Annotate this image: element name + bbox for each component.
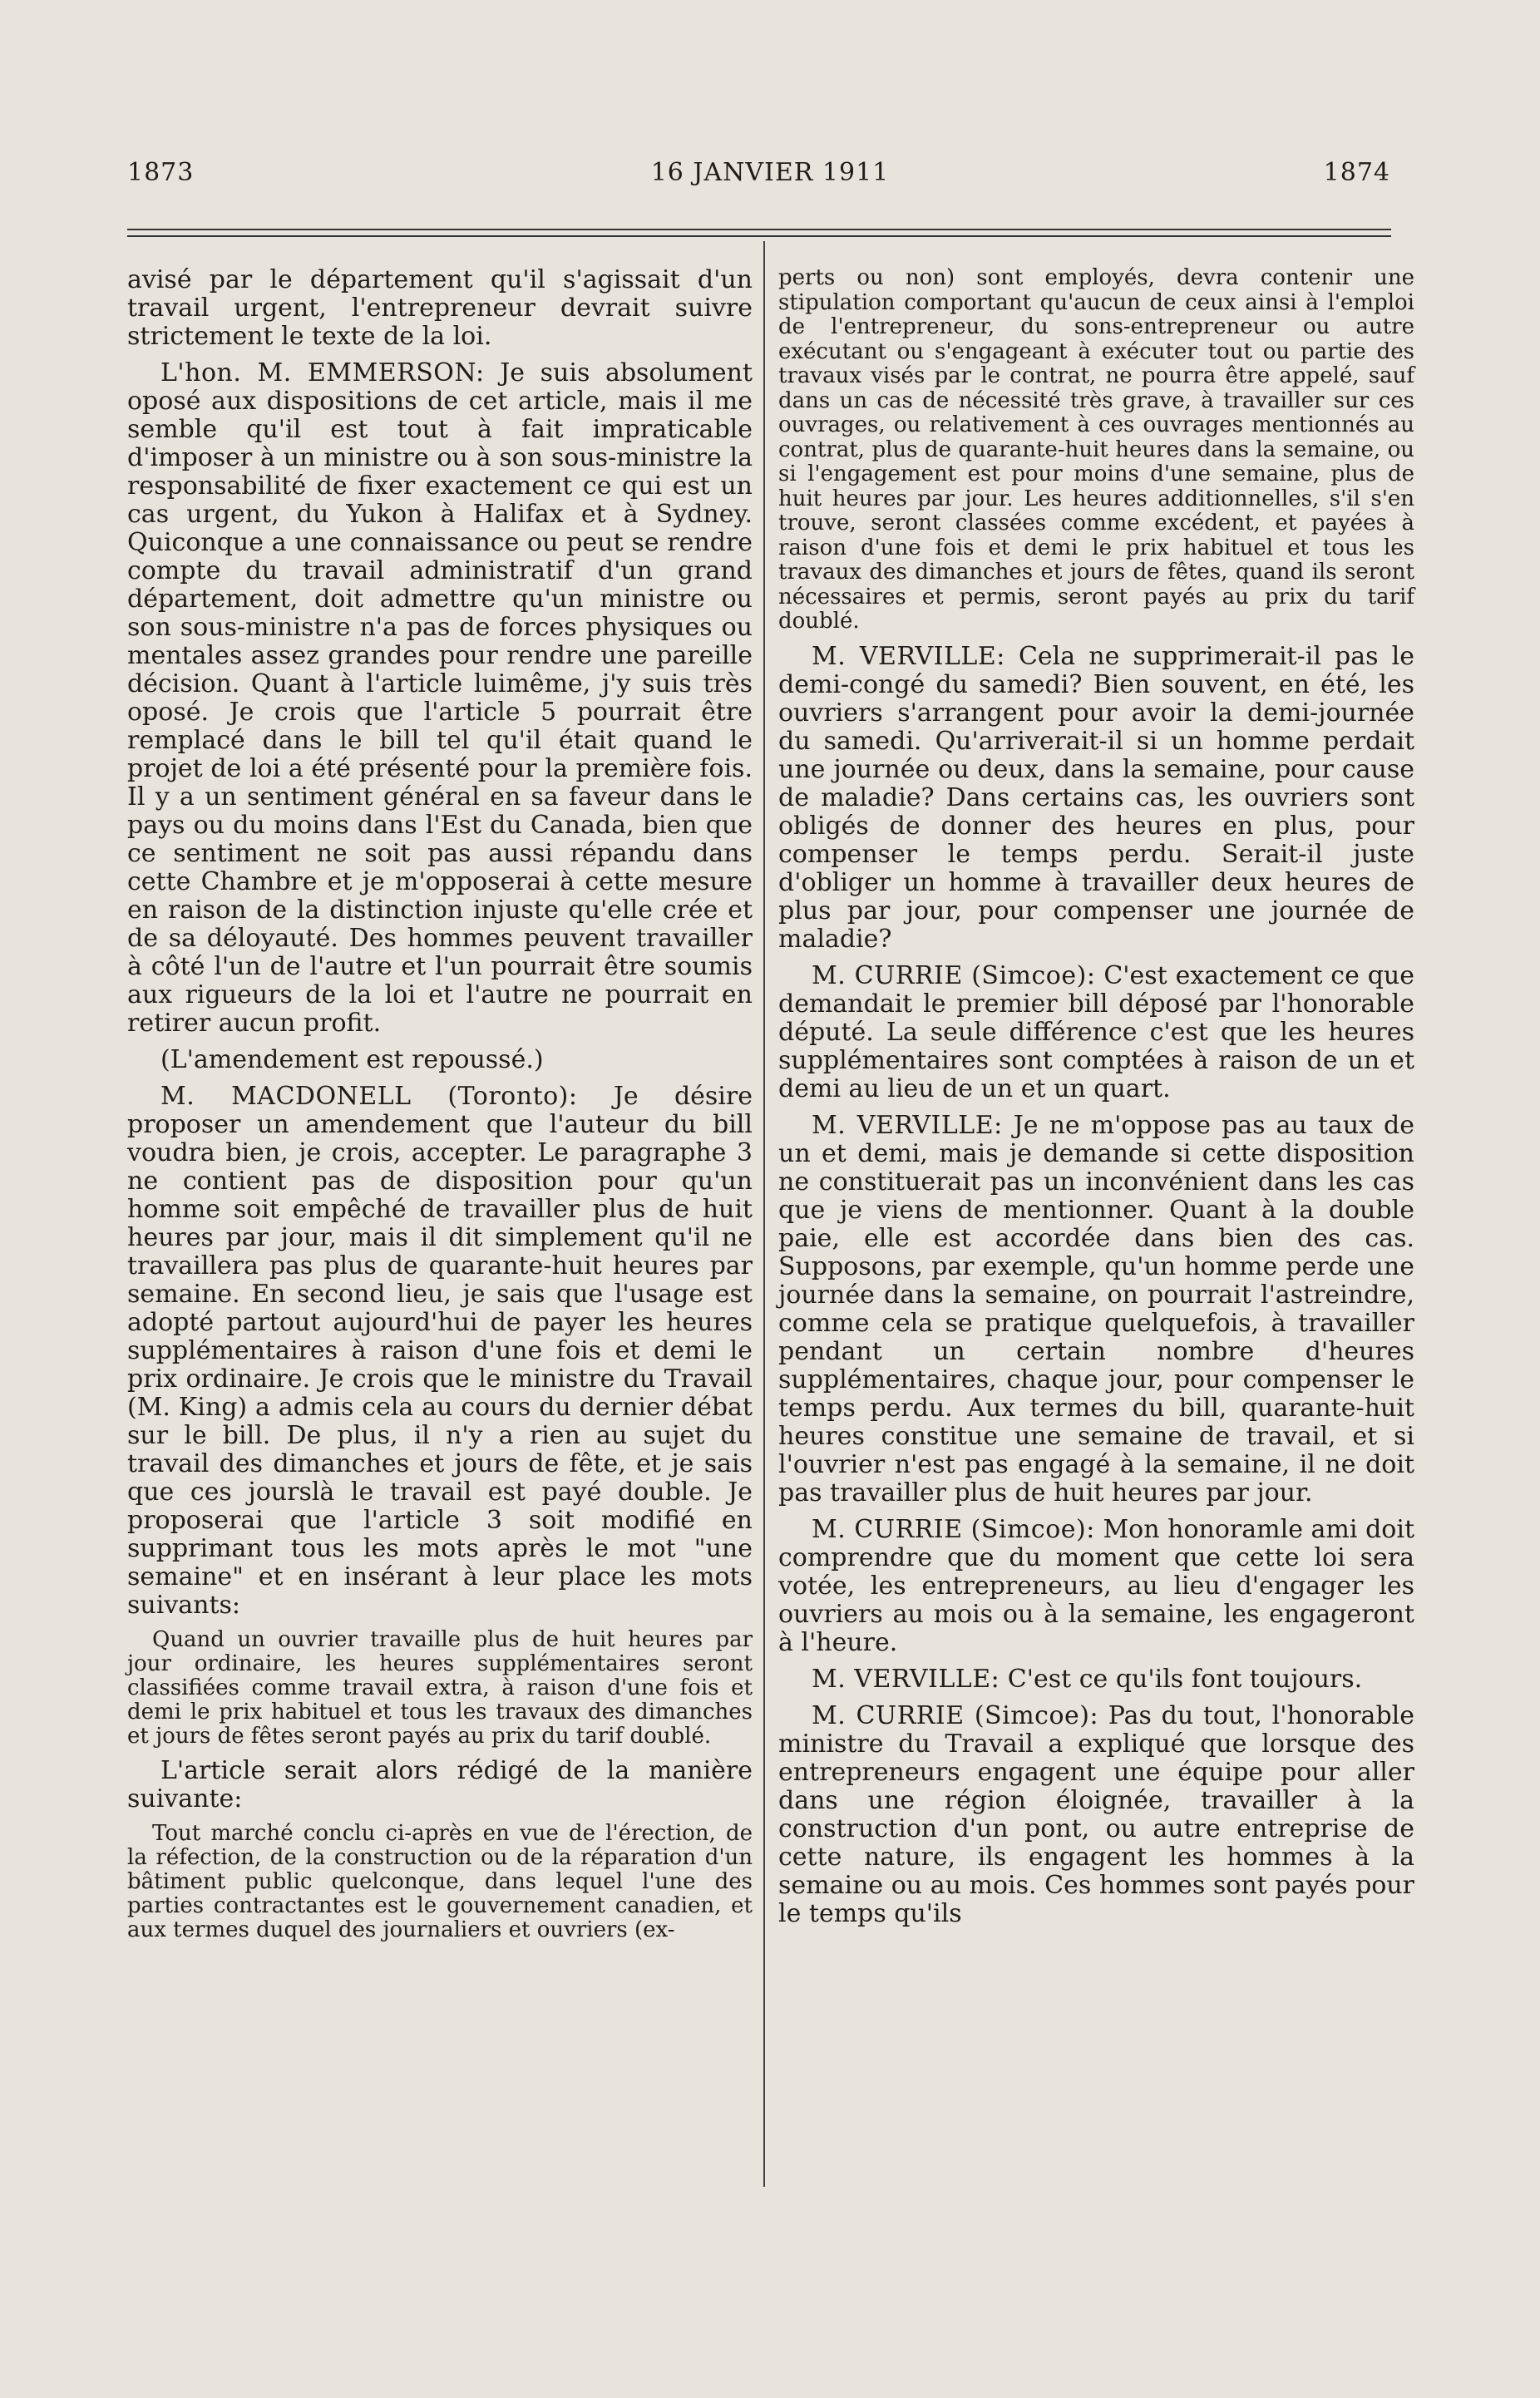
speaker-name: M. CURRIE (Simcoe): — [812, 1514, 1095, 1544]
page-number-left: 1873 — [127, 158, 195, 187]
paragraph — [127, 359, 753, 1038]
speaker-name: M. VERVILLE: — [812, 641, 1005, 671]
speech-text: C'est exactement ce que demandait le premier bill déposé par l'honorable député. La seule différence c'est que les heures supplémentaires sont comptées à raison de un et demi au lieu de un et un quart. — [778, 960, 1414, 1103]
speaker-name: M. MACDONELL (Toronto): — [160, 1082, 578, 1111]
header-rule-top — [127, 229, 1391, 230]
page-number-right: 1874 — [1323, 158, 1390, 187]
speech-text: Je ne m'oppose pas au taux de un et demi, mais je demande si cette disposition ne constituerait pas un inconvénient dans les cas que je viens de mentionner. Quant à la double paie, elle est accordée dans bien des cas. Supposons, par exemple, qu'un homme perde une journée dans la semaine, on pourrait l'astreindre, comme cela se pratique quelquefois, à travailler pendant un certain nombre d'heures supplémentaires, chaque jour, pour compenser le temps perdu. Aux termes du bill, quarante-huit heures constitue une semaine de travail, et si l'ouvrier n'est pas engagé à la semaine, il ne doit pas travailler plus de huit heures par jour. — [778, 1110, 1414, 1507]
speaker-name: M. CURRIE (Simcoe): — [812, 1700, 1099, 1730]
paragraph — [778, 962, 1414, 1103]
header-rule-bottom — [127, 235, 1391, 237]
speech-text: Pas du tout, l'honorable ministre du Travail a expliqué que lorsque des entrepreneurs engagent une équipe pour aller dans une région éloignée, travailler à la construction d'un pont, ou autre entreprise de cette nature, ils engagent les hommes à la semaine ou au mois. Ces hommes sont payés pour le temps qu'ils — [778, 1700, 1414, 1928]
paragraph — [778, 1702, 1414, 1928]
quoted-article-continued — [778, 266, 1414, 634]
speaker-name: M. VERVILLE: — [812, 1110, 1003, 1140]
speech-text: Cela ne supprimerait-il pas le demi-congé du samedi? Bien souvent, en été, les ouvriers s'arrangent pour avoir la demi-journée du samedi. Qu'arriverait-il si un homme perdait une journée ou deux, dans la semaine, pour cause de maladie? Dans certains cas, les ouvriers sont obligés de donner des heures en plus, pour compenser le temps perdu. Serait-il juste d'obliger un homme à travailler deux heures de plus par jour, pour compenser une journée de maladie? — [778, 641, 1414, 954]
speaker-name: M. VERVILLE: — [812, 1664, 1000, 1694]
page-date-header: 16 JANVIER 1911 — [650, 158, 890, 187]
paragraph — [778, 1516, 1414, 1657]
paragraph: L'article serait alors rédigé de la manière suivante: — [127, 1756, 753, 1813]
quoted-amendment: Quand un ouvrier travaille plus de huit heures par jour ordinaire, les heures supplémentaires seront classifiées comme travail extra, à raison d'une fois et demi le prix habituel et tous les travaux des dimanches et jours de fêtes seront payés au prix du tarif doublé. — [127, 1627, 753, 1749]
paragraph — [778, 643, 1414, 954]
paragraph — [778, 1665, 1414, 1694]
speaker-name: L'hon. M. EMMERSON: — [160, 358, 485, 387]
quoted-text: perts ou non) sont employés, devra contenir une stipulation comportant qu'aucun de ceux ainsi à l'emploi de l'entrepreneur, du sons-entrepreneur ou autre exécutant ou s'engageant à exécuter tout ou partie des travaux visés par le contrat, ne pourra être appelé, sauf dans un cas de nécessité très grave, à travailler sur ces ouvrages, ou relativement à ces ouvrages mentionnés au contrat, plus de quarante-huit heures dans la semaine, ou si l'engagement est pour moins d'une semaine, plus de huit heures par jour. Les heures additionnelles, s'il s'en trouve, seront classées comme excédent, et payées à raison d'une fois et demi le prix habituel et tous les travaux des dimanches et jours de fêtes, quand ils seront nécessaires et permis, seront payés au prix du tarif doublé. — [778, 265, 1414, 634]
quoted-article: Tout marché conclu ci-après en vue de l'érection, de la réfection, de la construction ou de la réparation d'un bâtiment public quelconque, dans lequel l'une des parties contractantes est le gouvernement canadien, et aux termes duquel des journaliers et ouvriers (ex- — [127, 1821, 753, 1942]
paragraph — [127, 1083, 753, 1620]
speech-text: C'est ce qu'ils font toujours. — [1000, 1664, 1363, 1694]
speech-text: Je suis absolument oposé aux dispositions de cet article, mais il me semble qu'il est tout à fait impraticable d'imposer à un ministre ou à son sous-ministre la responsabilité de fixer exactement ce qui est un cas urgent, du Yukon à Halifax et à Sydney. Quiconque a une connaissance ou peut se rendre compte du travail administratif d'un grand département, doit admettre qu'un ministre ou son sous-ministre n'a pas de forces physiques ou mentales assez grandes pour rendre une pareille décision. Quant à l'article luimême, j'y suis très oposé. Je crois que l'article 5 pourrait être remplacé dans le bill tel qu'il était quand le projet de loi a été présenté pour la première fois. Il y a un sentiment général en sa faveur dans le pays ou du moins dans l'Est du Canada, bien que ce sentiment ne soit pas aussi répandu dans cette Chambre et je m'opposerai à cette mesure en raison de la distinction injuste qu'elle crée et de sa déloyauté. Des hommes peuvent travailler à côté l'un de l'autre et l'un pourrait être soumis aux rigueurs de la loi et l'autre ne pourrait en retirer aucun profit. — [127, 358, 753, 1038]
paragraph: (L'amendement est repoussé.) — [160, 1045, 544, 1074]
left-column — [127, 266, 753, 1951]
paragraph: avisé par le département qu'il s'agissait d'un travail urgent, l'entrepreneur devrait suivre strictement le texte de la loi. — [127, 265, 753, 351]
column-divider — [763, 241, 765, 2187]
paragraph — [778, 1112, 1414, 1507]
speaker-name: M. CURRIE (Simcoe): — [812, 960, 1096, 990]
speech-text: Je désire proposer un amendement que l'auteur du bill voudra bien, je crois, accepter. Le paragraphe 3 ne contient pas de disposition pour qu'un homme soit empêché de travailler plus de huit heures par jour, mais il dit simplement qu'il ne travaillera pas plus de quarante-huit heures par semaine. En second lieu, je sais que l'usage est adopté partout aujourd'hui de payer les heures supplémentaires à raison d'une fois et demi le prix ordinaire. Je crois que le ministre du Travail (M. King) a admis cela au cours du dernier débat sur le bill. De plus, il n'y a rien au sujet du travail des dimanches et jours de fête, et je sais que ces jourslà le travail est payé double. Je proposerai que l'article 3 soit modifié en supprimant tous les mots après le mot "une semaine" et en insérant à leur place les mots suivants: — [127, 1082, 753, 1620]
right-column — [778, 266, 1414, 1937]
speech-text: Mon honoramle ami doit comprendre que du moment que cette loi sera votée, les entrepreneurs, au lieu d'engager les ouvriers au mois ou à la semaine, les engageront à l'heure. — [778, 1514, 1414, 1657]
